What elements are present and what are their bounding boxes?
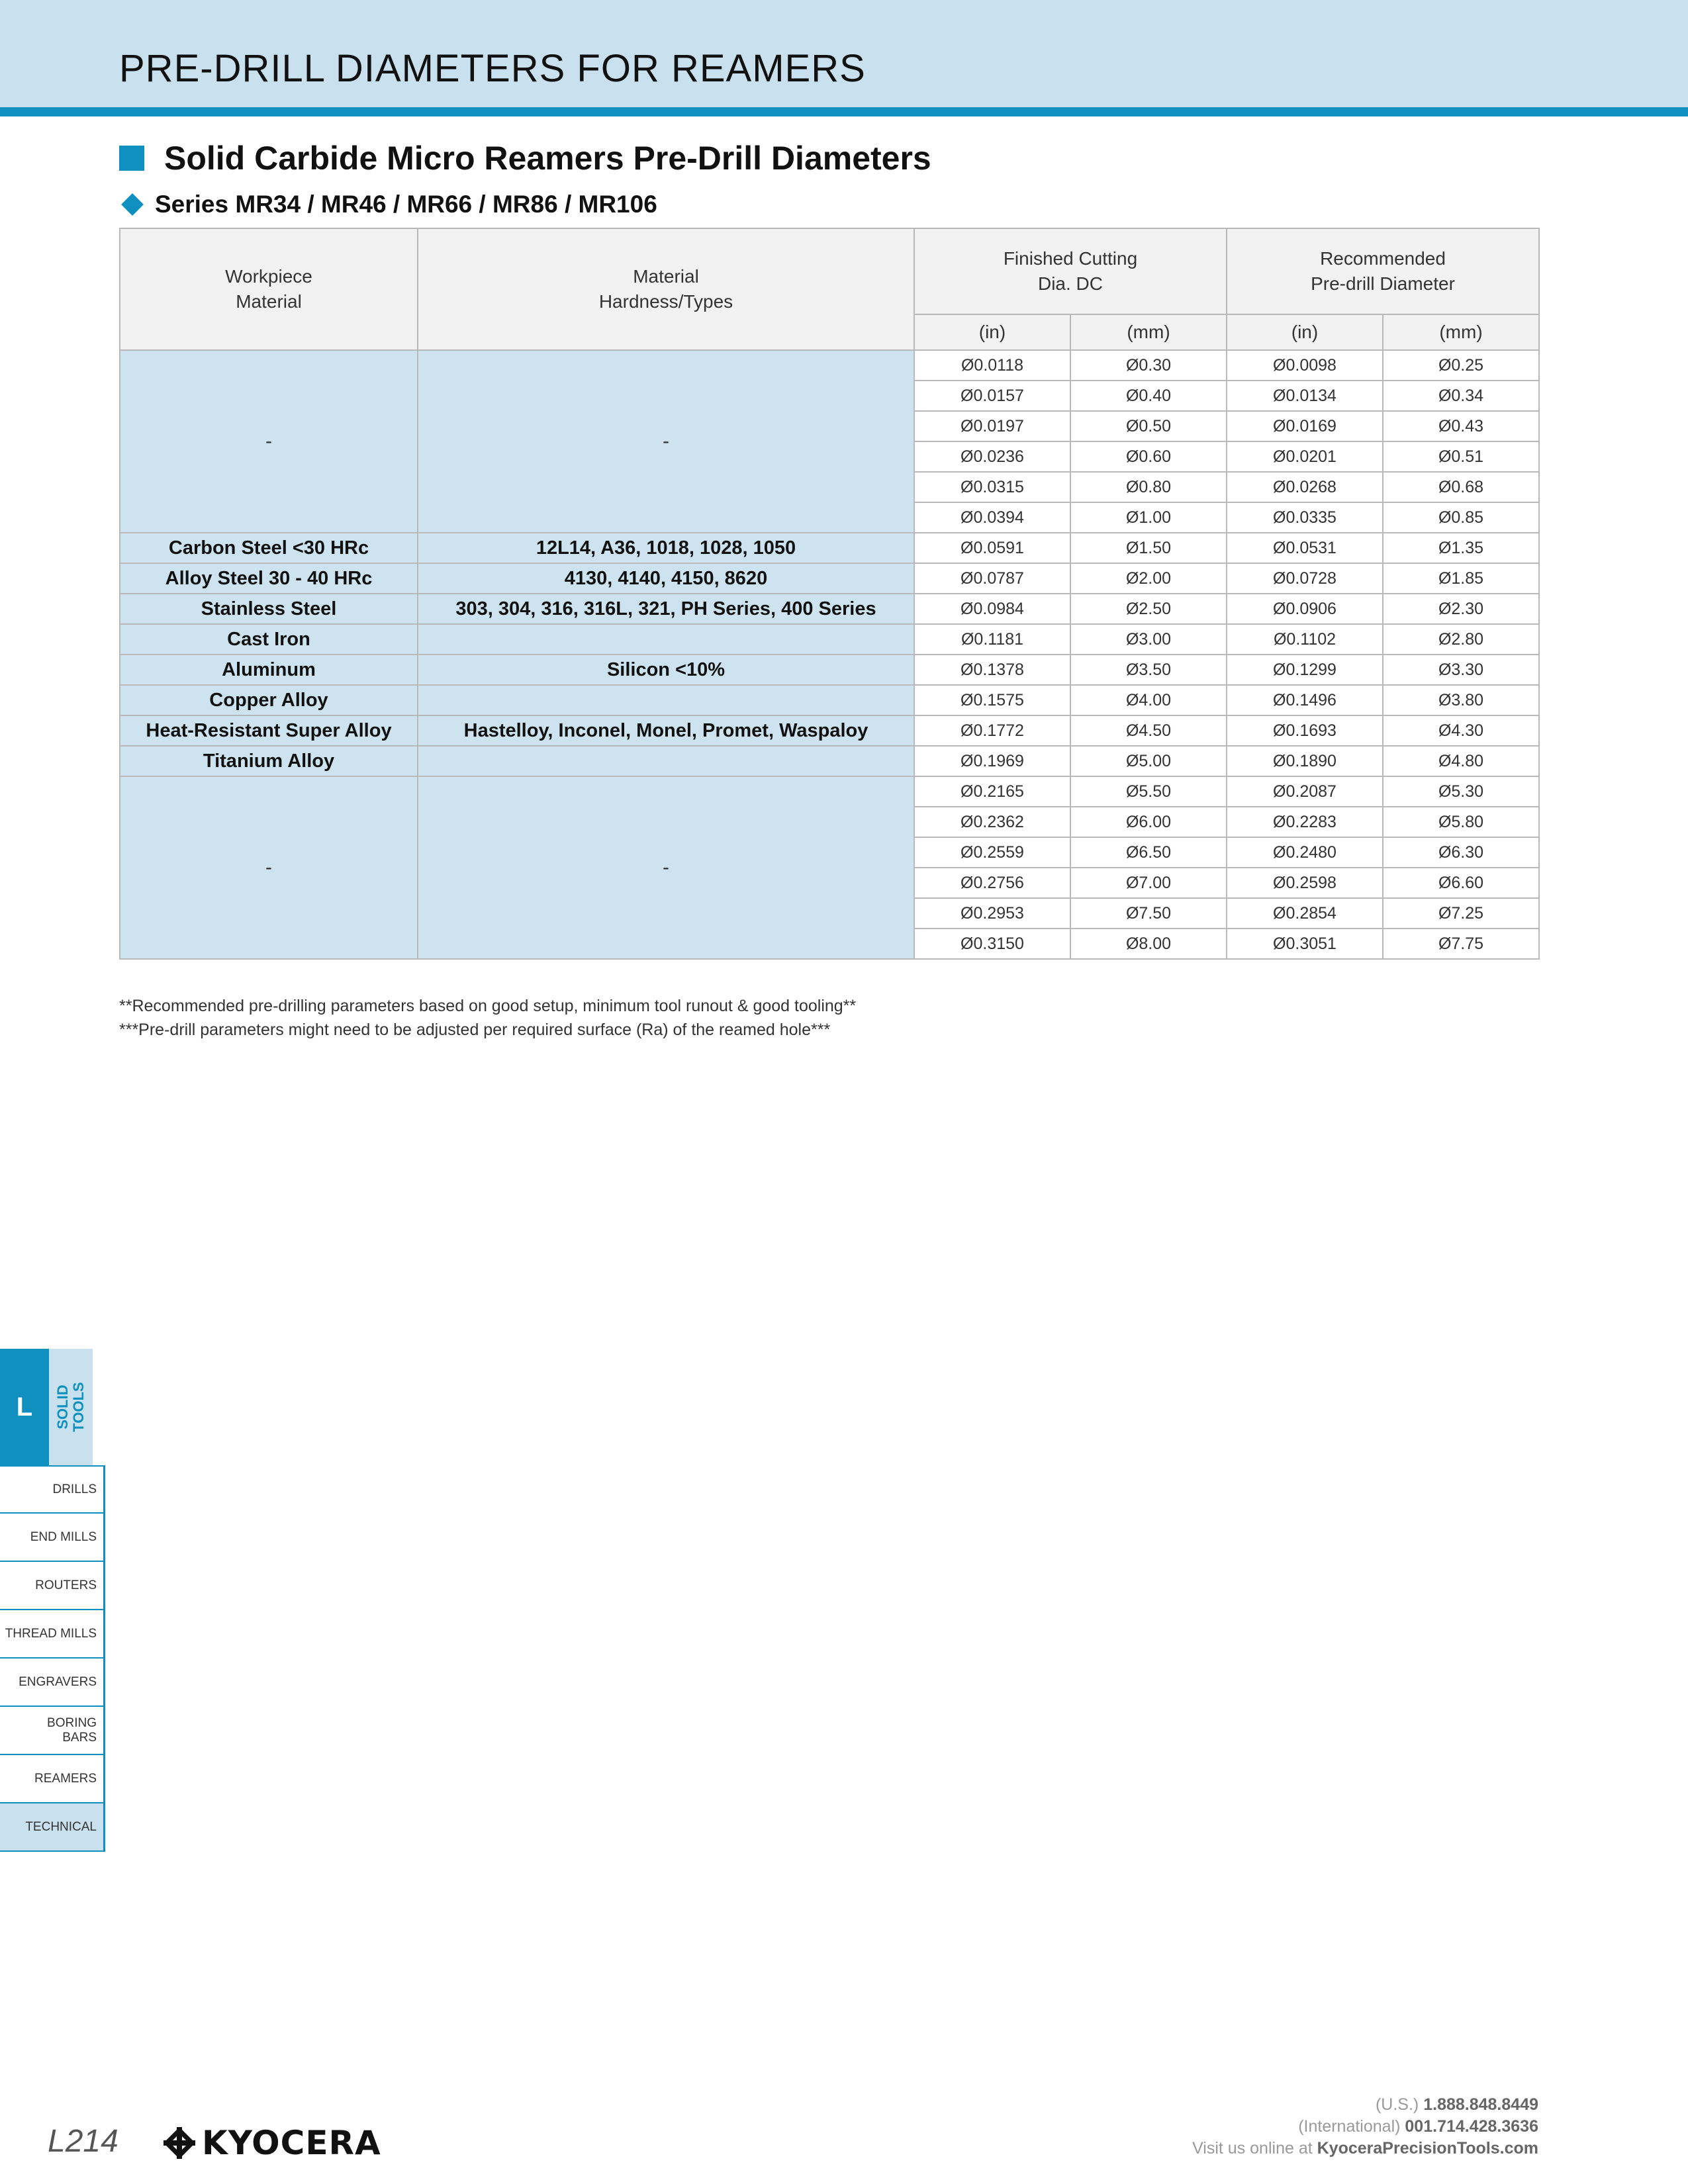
- pre-in-cell: Ø0.0268: [1227, 472, 1383, 502]
- pre-drill-table: [119, 228, 1540, 960]
- section-tab-letter[interactable]: L: [0, 1349, 49, 1465]
- finished-in-cell: Ø0.0787: [914, 563, 1070, 594]
- pre-mm-cell: Ø3.80: [1383, 685, 1539, 715]
- pre-in-cell: Ø0.2087: [1227, 776, 1383, 807]
- finished-mm-cell: Ø8.00: [1070, 929, 1227, 959]
- finished-in-cell: Ø0.0197: [914, 411, 1070, 441]
- material-cell: Titanium Alloy: [120, 746, 418, 776]
- table-row: [120, 563, 1539, 594]
- side-nav-engravers[interactable]: ENGRAVERS: [0, 1659, 103, 1707]
- finished-in-cell: Ø0.1181: [914, 624, 1070, 655]
- pre-in-cell: Ø0.1890: [1227, 746, 1383, 776]
- side-nav-routers[interactable]: ROUTERS: [0, 1562, 103, 1610]
- material-cell: Alloy Steel 30 - 40 HRc: [120, 563, 418, 594]
- material-cell: Cast Iron: [120, 624, 418, 655]
- subsection-title-text: Series MR34 / MR46 / MR66 / MR86 / MR106: [155, 191, 657, 218]
- us-phone-line: (U.S.) 1.888.848.8449: [1375, 2095, 1538, 2114]
- table-row: [120, 715, 1539, 746]
- types-cell: [418, 685, 914, 715]
- finished-in-cell: Ø0.2953: [914, 898, 1070, 929]
- side-nav-boring-bars[interactable]: BORING BARS: [0, 1707, 103, 1755]
- types-cell: [418, 624, 914, 655]
- finished-mm-cell: Ø1.50: [1070, 533, 1227, 563]
- finished-in-cell: Ø0.0591: [914, 533, 1070, 563]
- section-title-text: Solid Carbide Micro Reamers Pre-Drill Diameters: [164, 140, 931, 177]
- types-cell: 4130, 4140, 4150, 8620: [418, 563, 914, 594]
- finished-mm-cell: Ø2.50: [1070, 594, 1227, 624]
- finished-in-cell: Ø0.3150: [914, 929, 1070, 959]
- pre-in-cell: Ø0.2480: [1227, 837, 1383, 868]
- side-nav: [0, 1465, 105, 1852]
- finished-mm-cell: Ø6.00: [1070, 807, 1227, 837]
- page-title: PRE-DRILL DIAMETERS FOR REAMERS: [119, 47, 866, 90]
- types-cell: [418, 746, 914, 776]
- side-nav-thread-mills[interactable]: THREAD MILLS: [0, 1610, 103, 1659]
- intl-phone-line: (International) 001.714.428.3636: [1298, 2117, 1538, 2136]
- pre-in-cell: Ø0.2283: [1227, 807, 1383, 837]
- header-recommended-pre-drill: Recommended Pre-drill Diameter: [1227, 228, 1539, 314]
- finished-mm-cell: Ø2.00: [1070, 563, 1227, 594]
- finished-in-cell: Ø0.0118: [914, 350, 1070, 381]
- material-cell: Aluminum: [120, 655, 418, 685]
- pre-mm-cell: Ø1.85: [1383, 563, 1539, 594]
- pre-mm-cell: Ø5.30: [1383, 776, 1539, 807]
- website-line: Visit us online at KyoceraPrecisionTools.com: [1192, 2139, 1538, 2158]
- finished-mm-cell: Ø4.00: [1070, 685, 1227, 715]
- logo-text: KYOCERA: [202, 2124, 381, 2162]
- pre-in-cell: Ø0.0906: [1227, 594, 1383, 624]
- pre-mm-cell: Ø0.51: [1383, 441, 1539, 472]
- pre-mm-cell: Ø4.30: [1383, 715, 1539, 746]
- pre-mm-cell: Ø0.68: [1383, 472, 1539, 502]
- header-finished-cutting-dia: Finished Cutting Dia. DC: [914, 228, 1227, 314]
- header-rule: [0, 107, 1688, 116]
- us-phone[interactable]: 1.888.848.8449: [1423, 2095, 1538, 2114]
- pre-mm-cell: Ø0.43: [1383, 411, 1539, 441]
- finished-in-cell: Ø0.1772: [914, 715, 1070, 746]
- pre-mm-cell: Ø7.75: [1383, 929, 1539, 959]
- intl-phone[interactable]: 001.714.428.3636: [1405, 2117, 1538, 2136]
- pre-mm-cell: Ø4.80: [1383, 746, 1539, 776]
- finished-in-cell: Ø0.1575: [914, 685, 1070, 715]
- finished-in-cell: Ø0.0236: [914, 441, 1070, 472]
- pre-in-cell: Ø0.1693: [1227, 715, 1383, 746]
- table-row: [120, 746, 1539, 776]
- material-cell: Copper Alloy: [120, 685, 418, 715]
- pre-mm-cell: Ø6.30: [1383, 837, 1539, 868]
- header-material-hardness: Material Hardness/Types: [418, 228, 914, 350]
- unit-header: (mm): [1070, 314, 1227, 350]
- pre-mm-cell: Ø2.30: [1383, 594, 1539, 624]
- finished-mm-cell: Ø1.00: [1070, 502, 1227, 533]
- unit-header: (mm): [1383, 314, 1539, 350]
- finished-mm-cell: Ø0.60: [1070, 441, 1227, 472]
- finished-in-cell: Ø0.2559: [914, 837, 1070, 868]
- table-row: [120, 776, 1539, 807]
- pre-mm-cell: Ø2.80: [1383, 624, 1539, 655]
- pre-mm-cell: Ø7.25: [1383, 898, 1539, 929]
- finished-in-cell: Ø0.0984: [914, 594, 1070, 624]
- finished-mm-cell: Ø0.30: [1070, 350, 1227, 381]
- website-link[interactable]: KyoceraPrecisionTools.com: [1317, 2139, 1538, 2158]
- pre-in-cell: Ø0.0728: [1227, 563, 1383, 594]
- finished-mm-cell: Ø4.50: [1070, 715, 1227, 746]
- pre-mm-cell: Ø3.30: [1383, 655, 1539, 685]
- finished-in-cell: Ø0.0394: [914, 502, 1070, 533]
- side-nav-technical[interactable]: TECHNICAL: [0, 1803, 103, 1852]
- footnote: **Recommended pre-drilling parameters based on good setup, minimum tool runout & good tooling**: [119, 997, 857, 1015]
- pre-mm-cell: Ø0.25: [1383, 350, 1539, 381]
- types-cell: -: [418, 350, 914, 533]
- finished-in-cell: Ø0.2362: [914, 807, 1070, 837]
- unit-header: (in): [1227, 314, 1383, 350]
- footer-contact: [1192, 2094, 1538, 2160]
- finished-in-cell: Ø0.0157: [914, 381, 1070, 411]
- pre-in-cell: Ø0.0531: [1227, 533, 1383, 563]
- finished-in-cell: Ø0.1969: [914, 746, 1070, 776]
- pre-in-cell: Ø0.0169: [1227, 411, 1383, 441]
- pre-in-cell: Ø0.0134: [1227, 381, 1383, 411]
- finished-mm-cell: Ø7.50: [1070, 898, 1227, 929]
- diamond-bullet-icon: [121, 193, 144, 216]
- pre-in-cell: Ø0.0335: [1227, 502, 1383, 533]
- material-cell: Heat-Resistant Super Alloy: [120, 715, 418, 746]
- pre-in-cell: Ø0.2598: [1227, 868, 1383, 898]
- finished-in-cell: Ø0.1378: [914, 655, 1070, 685]
- table-row: [120, 594, 1539, 624]
- finished-in-cell: Ø0.2756: [914, 868, 1070, 898]
- pre-in-cell: Ø0.1496: [1227, 685, 1383, 715]
- finished-in-cell: Ø0.0315: [914, 472, 1070, 502]
- footnote: ***Pre-drill parameters might need to be adjusted per required surface (Ra) of the reamed hole***: [119, 1021, 831, 1039]
- footnotes: [119, 994, 856, 1042]
- section-tab-label: SOLID TOOLS: [54, 1382, 87, 1432]
- table-row: [120, 624, 1539, 655]
- types-cell: Silicon <10%: [418, 655, 914, 685]
- types-cell: Hastelloy, Inconel, Monel, Promet, Waspaloy: [418, 715, 914, 746]
- material-cell: -: [120, 776, 418, 959]
- material-cell: Stainless Steel: [120, 594, 418, 624]
- table-row: [120, 533, 1539, 563]
- side-nav-end-mills[interactable]: END MILLS: [0, 1514, 103, 1562]
- kyocera-logo-icon: [162, 2126, 197, 2160]
- pre-mm-cell: Ø1.35: [1383, 533, 1539, 563]
- table-row: [120, 350, 1539, 381]
- square-bullet-icon: [119, 146, 144, 171]
- finished-mm-cell: Ø3.50: [1070, 655, 1227, 685]
- pre-in-cell: Ø0.1102: [1227, 624, 1383, 655]
- types-cell: 12L14, A36, 1018, 1028, 1050: [418, 533, 914, 563]
- material-cell: Carbon Steel <30 HRc: [120, 533, 418, 563]
- pre-in-cell: Ø0.3051: [1227, 929, 1383, 959]
- pre-in-cell: Ø0.0098: [1227, 350, 1383, 381]
- finished-mm-cell: Ø6.50: [1070, 837, 1227, 868]
- pre-mm-cell: Ø5.80: [1383, 807, 1539, 837]
- pre-in-cell: Ø0.2854: [1227, 898, 1383, 929]
- kyocera-logo: [162, 2124, 381, 2161]
- pre-in-cell: Ø0.0201: [1227, 441, 1383, 472]
- types-cell: -: [418, 776, 914, 959]
- finished-mm-cell: Ø3.00: [1070, 624, 1227, 655]
- side-nav-drills[interactable]: DRILLS: [0, 1465, 103, 1514]
- finished-mm-cell: Ø0.50: [1070, 411, 1227, 441]
- pre-mm-cell: Ø6.60: [1383, 868, 1539, 898]
- finished-mm-cell: Ø0.40: [1070, 381, 1227, 411]
- types-cell: 303, 304, 316, 316L, 321, PH Series, 400 Series: [418, 594, 914, 624]
- finished-in-cell: Ø0.2165: [914, 776, 1070, 807]
- page-number: L214: [48, 2124, 118, 2159]
- section-title: [119, 135, 931, 181]
- finished-mm-cell: Ø5.00: [1070, 746, 1227, 776]
- pre-in-cell: Ø0.1299: [1227, 655, 1383, 685]
- section-tab-solid-tools[interactable]: [49, 1349, 93, 1465]
- header-workpiece-material: Workpiece Material: [120, 228, 418, 350]
- table-row: [120, 655, 1539, 685]
- unit-header: (in): [914, 314, 1070, 350]
- finished-mm-cell: Ø0.80: [1070, 472, 1227, 502]
- pre-mm-cell: Ø0.34: [1383, 381, 1539, 411]
- subsection-title: [119, 189, 657, 220]
- finished-mm-cell: Ø5.50: [1070, 776, 1227, 807]
- pre-mm-cell: Ø0.85: [1383, 502, 1539, 533]
- table-row: [120, 685, 1539, 715]
- finished-mm-cell: Ø7.00: [1070, 868, 1227, 898]
- material-cell: -: [120, 350, 418, 533]
- side-nav-reamers[interactable]: REAMERS: [0, 1755, 103, 1803]
